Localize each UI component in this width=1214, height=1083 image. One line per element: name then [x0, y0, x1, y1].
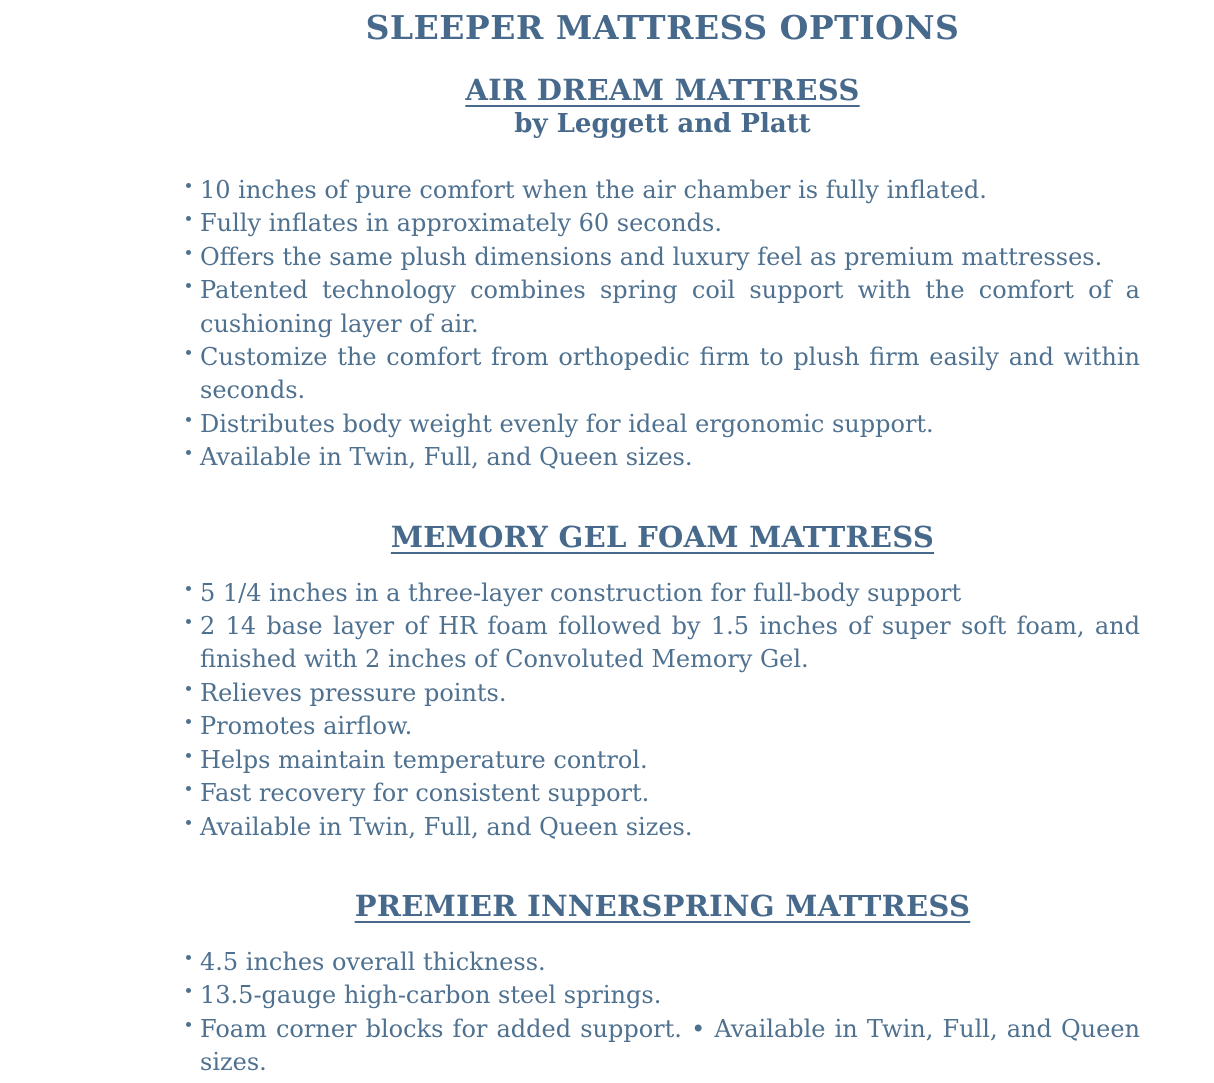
list-item: Offers the same plush dimensions and luxury feel as premium mattresses.: [185, 241, 1140, 274]
section-heading-memory-gel: MEMORY GEL FOAM MATTRESS: [390, 519, 935, 554]
document-page: [0, 8, 1214, 1080]
list-item: 10 inches of pure comfort when the air chamber is fully inflated.: [185, 174, 1140, 207]
list-item: Distributes body weight evenly for ideal ergonomic support.: [185, 408, 1140, 441]
list-item: Patented technology combines spring coil support with the comfort of a cushioning layer of air.: [185, 274, 1140, 341]
list-item: Customize the comfort from orthopedic firm to plush firm easily and within seconds.: [185, 341, 1140, 408]
section-premier-innerspring: [185, 888, 1140, 1080]
bullet-list-air-dream: [185, 174, 1140, 475]
section-air-dream: [185, 72, 1140, 475]
bullet-list-premier-innerspring: [185, 946, 1140, 1080]
list-item: Relieves pressure points.: [185, 677, 1140, 710]
list-item: Helps maintain temperature control.: [185, 744, 1140, 777]
section-memory-gel: [185, 519, 1140, 844]
page-title: SLEEPER MATTRESS OPTIONS: [365, 8, 960, 47]
list-item: Promotes airflow.: [185, 710, 1140, 743]
list-item: 13.5-gauge high-carbon steel springs.: [185, 979, 1140, 1012]
list-item: Available in Twin, Full, and Queen sizes.: [185, 441, 1140, 474]
section-subheading-air-dream: by Leggett and Platt: [514, 109, 811, 139]
list-item: 2 14 base layer of HR foam followed by 1.5 inches of super soft foam, and finished with 2 inches of Convoluted Memory Gel.: [185, 610, 1140, 677]
list-item: Fully inflates in approximately 60 seconds.: [185, 207, 1140, 240]
list-item: Foam corner blocks for added support. • Available in Twin, Full, and Queen sizes.: [185, 1013, 1140, 1080]
list-item: Fast recovery for consistent support.: [185, 777, 1140, 810]
section-heading-premier-innerspring: PREMIER INNERSPRING MATTRESS: [354, 888, 971, 923]
list-item: 5 1/4 inches in a three-layer construction for full-body support: [185, 577, 1140, 610]
list-item: Available in Twin, Full, and Queen sizes.: [185, 811, 1140, 844]
list-item: 4.5 inches overall thickness.: [185, 946, 1140, 979]
section-heading-air-dream: AIR DREAM MATTRESS: [465, 73, 860, 107]
bullet-list-memory-gel: [185, 577, 1140, 844]
